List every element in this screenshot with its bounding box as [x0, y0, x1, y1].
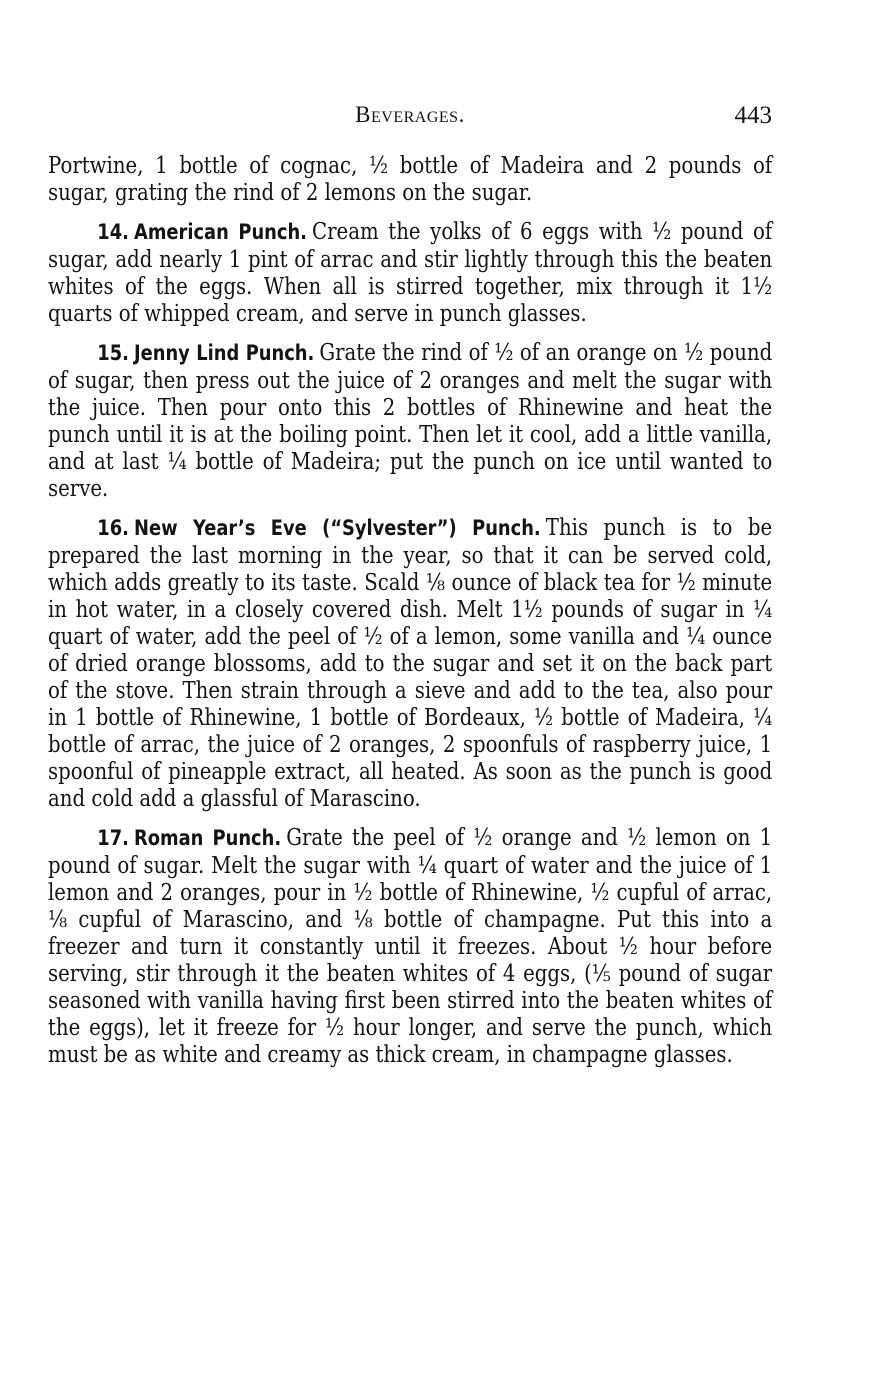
recipe-number: 15. — [97, 341, 129, 365]
recipe-text: Grate the peel of ½ orange and ½ lemon on 1 pound of sugar. Melt the sugar with ¼ quart of water and the juice of 1 lemon and 2 oranges, pour in ½ bottle of Rhinewine, ½ cupful of arrac, ⅛ cupful of Marascino, and ⅛ bottle of champagne. Put this into a freezer and turn it constantly until it freezes. About ½ hour before serving, stir through it the beaten whites of 4 eggs, (⅕ pound of sugar seasoned with vanilla having first been stirred into the beaten whites of the eggs), let it freeze for ½ hour longer, and serve the punch, which must be as white and creamy as thick cream, in champagne glasses. — [48, 824, 773, 1068]
recipe-title: New Year’s Eve (“Sylvester”) Punch. — [134, 516, 541, 540]
recipe-text: This punch is to be prepared the last morning in the year, so that it can be served cold, which adds greatly to its taste. Scald ⅛ ounce of black tea for ½ minute in hot water, in a closely covered dish. Melt 1½ pounds of sugar in ¼ quart of water, add the peel of ½ of a lemon, some vanilla and ¼ ounce of dried orange blossoms, add to the sugar and set it on the back part of the stove. Then strain through a sieve and add to the tea, also pour in 1 bottle of Rhinewine, 1 bottle of Bordeaux, ½ bottle of Madeira, ¼ bottle of arrac, the juice of 2 oranges, 2 spoonfuls of raspberry juice, 1 spoonful of pineapple extract, all heated. As soon as the punch is good and cold add a glassful of Marascino. — [48, 514, 773, 812]
recipe-text: Grate the rind of ½ of an orange on ½ pound of sugar, then press out the juice of 2 oranges and melt the sugar with the juice. Then pour onto this 2 bottles of Rhinewine and heat the punch until it is at the boiling point. Then let it cool, add a little vanilla, and at last ¼ bottle of Madeira; put the punch on ice until wanted to serve. — [48, 339, 773, 502]
recipe-title: American Punch. — [134, 220, 307, 244]
recipe-text: Cream the yolks of 6 eggs with ½ pound of sugar, add nearly 1 pint of arrac and stir lightly through this the beaten whites of the eggs. When all is stirred together, mix through it 1½ quarts of whipped cream, and serve in punch glasses. — [48, 218, 773, 327]
recipe-number: 16. — [97, 516, 129, 540]
running-head — [48, 102, 772, 132]
recipe-16 — [48, 514, 772, 812]
recipe-title: Jenny Lind Punch. — [134, 341, 315, 365]
recipe-17 — [48, 824, 772, 1068]
recipe-number: 17. — [97, 826, 129, 850]
recipe-title: Roman Punch. — [134, 826, 282, 850]
body-text — [48, 152, 772, 1068]
running-title: Beverages. — [355, 102, 465, 127]
recipe-14 — [48, 218, 772, 327]
recipe-15 — [48, 339, 772, 502]
page-number: 443 — [734, 102, 772, 129]
recipe-number: 14. — [97, 220, 129, 244]
continuation-paragraph: Portwine, 1 bottle of cognac, ½ bottle of Madeira and 2 pounds of sugar, grating the rind of 2 lemons on the sugar. — [48, 152, 773, 206]
